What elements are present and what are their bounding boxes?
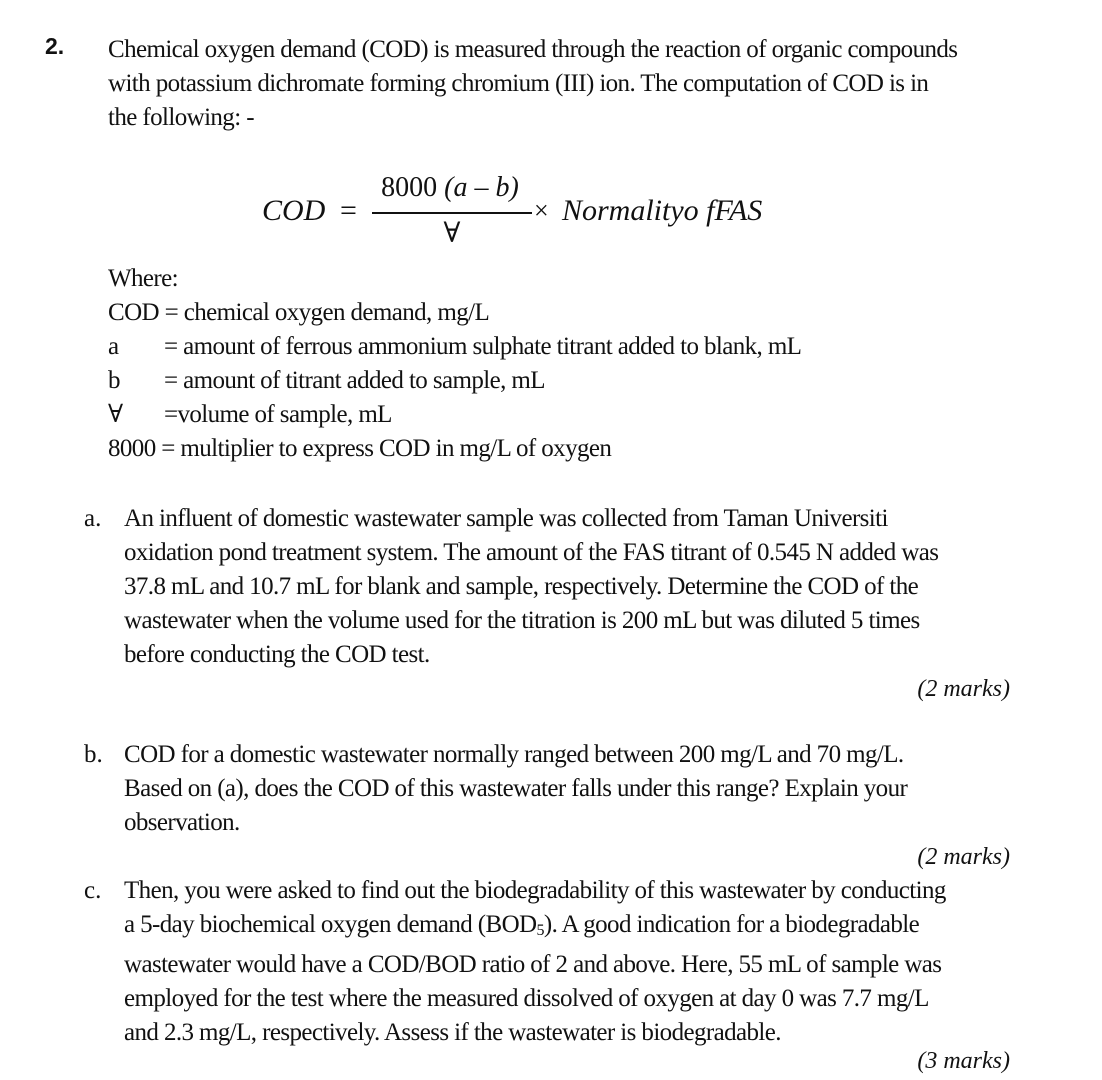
question-number: 2. [45,33,65,59]
definition-text: = multiplier to express COD in mg/L of oxygen [161,435,612,462]
part-b-text [124,738,1014,840]
part-c-marks: (3 marks) [917,1048,1010,1074]
definition-symbol: a [108,333,119,360]
cod-formula [262,172,822,256]
part-line: Then, you were asked to find out the biodegradability of this wastewater by conducting [124,877,946,904]
part-line: employed for the test where the measured dissolved of oxygen at day 0 was 7.7 mg/L [124,985,929,1012]
formula-denominator: ∀ [443,218,461,249]
intro-line: Chemical oxygen demand (COD) is measured through the reaction of organic compounds [108,36,958,63]
part-line: oxidation pond treatment system. The amount of the FAS titrant of 0.545 N added was [124,539,939,566]
formula-times: × [534,196,549,225]
definition-row [108,296,489,330]
formula-rhs: Normalityo fFAS [562,194,763,227]
part-line-segment: a 5-day biochemical oxygen demand (BOD [124,911,537,938]
part-line: before conducting the COD test. [124,641,430,668]
part-b-label: b. [84,741,103,768]
part-a-marks: (2 marks) [917,676,1010,702]
definition-symbol: ∀ [108,401,123,428]
fraction-bar [372,212,532,214]
part-line: An influent of domestic wastewater sample was collected from Taman Universiti [124,505,888,532]
part-line [124,908,1014,948]
bod-subscript: 5 [536,922,544,939]
intro-line: with potassium dichromate forming chromium (III) ion. The computation of COD is in [108,70,929,97]
formula-lhs: COD [262,194,326,227]
formula-numerator-variable: (a – b) [444,172,519,203]
definition-symbol: 8000 [108,435,156,462]
part-line: and 2.3 mg/L, respectively. Assess if the wastewater is biodegradable. [124,1019,781,1046]
part-a-label: a. [84,505,102,532]
formula-equals: = [340,194,357,227]
part-c-text [124,874,1014,1050]
intro-line: the following: - [108,104,254,131]
part-line: observation. [124,809,240,836]
formula-numerator [372,172,528,204]
part-a-text [124,502,1014,672]
formula-numerator-constant: 8000 [381,172,445,203]
definition-row [108,432,611,466]
definition-text: = amount of ferrous ammonium sulphate titrant added to blank, mL [164,333,802,360]
part-line: 37.8 mL and 10.7 mL for blank and sample, respectively. Determine the COD of the [124,573,919,600]
part-line-segment: ). A good indication for a biodegradable [543,911,920,938]
definition-text: = chemical oxygen demand, mg/L [164,299,490,326]
part-b-marks: (2 marks) [917,844,1010,870]
definition-symbol: b [108,367,120,394]
part-line: wastewater would have a COD/BOD ratio of 2 and above. Here, 55 mL of sample was [124,951,942,978]
part-line: wastewater when the volume used for the titration is 200 mL but was diluted 5 times [124,607,920,634]
definition-text: =volume of sample, mL [164,401,392,428]
part-c-label: c. [84,877,102,904]
where-label: Where: [108,265,178,292]
question-intro [108,33,1013,135]
definition-text: = amount of titrant added to sample, mL [164,367,545,394]
part-line: Based on (a), does the COD of this wastewater falls under this range? Explain your [124,775,908,802]
part-line: COD for a domestic wastewater normally ranged between 200 mg/L and 70 mg/L. [124,741,904,768]
definition-symbol: COD [108,299,159,326]
